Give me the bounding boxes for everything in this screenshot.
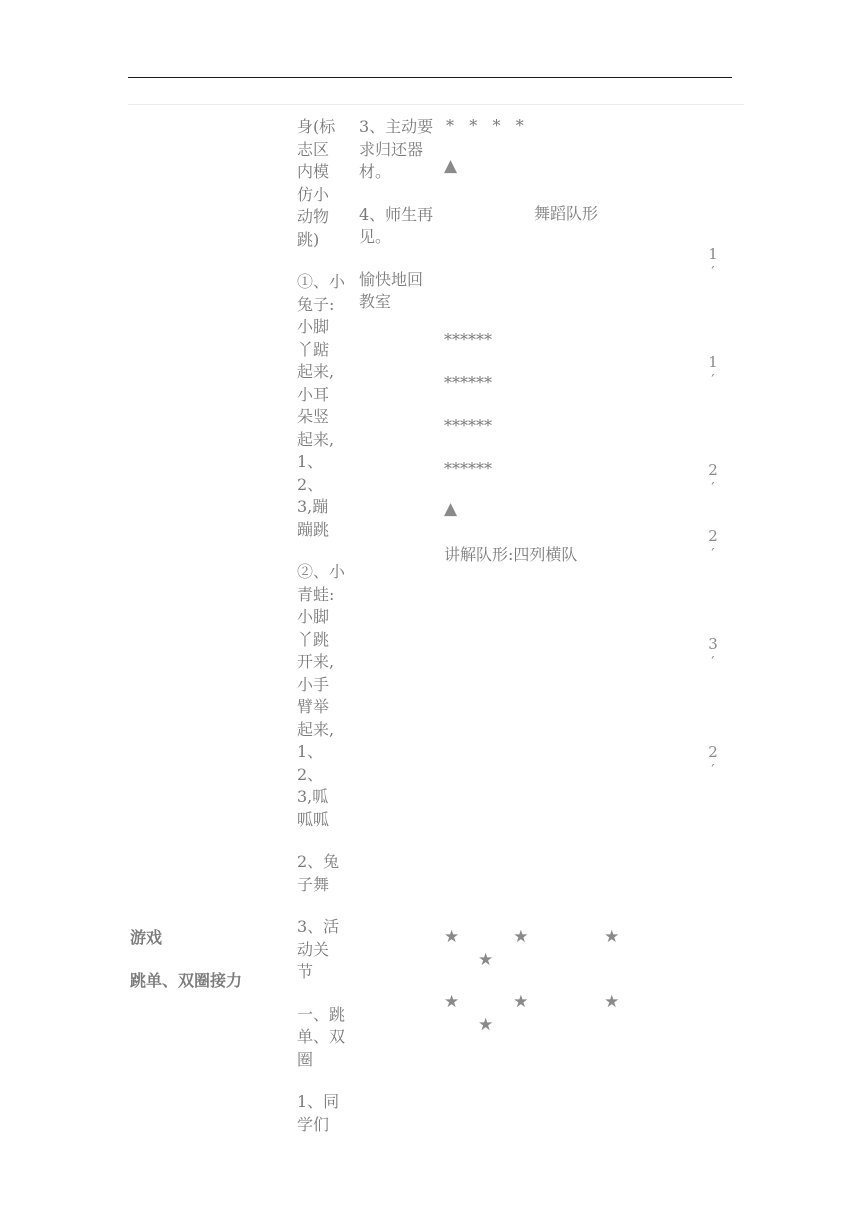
header-rule [128,77,732,78]
method-block: 愉快地回 教室 [359,269,424,311]
method-block: 4、师生再 见。 [359,204,434,246]
relay-stars-row: ★ ★ ★ [444,927,620,947]
table-top-rule [128,104,744,105]
relay-star: ★ [478,1015,494,1035]
formation-row: ****** [444,373,492,392]
time-entry: 2 ′ [708,461,718,497]
formation-row: ****** [444,459,492,478]
content-block: 3、活 动关 节 [297,917,340,981]
formation-row: ****** [444,330,492,349]
content-block: ①、小 兔子: 小脚 丫踮 起来, 小耳 朵竖 起来, 1、2、 3,蹦 蹦跳 [297,272,346,539]
relay-star: ★ [478,950,494,970]
teacher-triangle-icon: ▲ [444,156,458,176]
teacher-triangle-icon: ▲ [444,499,458,519]
time-entry: 1 ′ [708,353,718,389]
section-title-relay: 跳单、双圈接力 [130,971,243,990]
section-column [130,927,290,1013]
time-entry: 2 ′ [708,527,718,563]
section-title-game: 游戏 [130,928,163,947]
time-entry: 3 ′ [708,635,718,671]
method-column [359,116,434,334]
formation-label-explain: 讲解队形:四列横队 [444,545,578,564]
method-block: 3、主动要 求归还器 材。 [359,117,434,181]
content-column [297,116,347,1156]
content-block: 2、兔 子舞 [297,852,340,894]
formation-row-spaced: * * * * [446,116,524,135]
content-block: 1、同 学们 [297,1092,340,1134]
content-block: 一、跳 单、双 圈 [297,1004,346,1069]
time-entry: 2 ′ [708,743,718,779]
relay-stars-row: ★ ★ ★ [444,992,620,1012]
content-block: ②、小 青蛙: 小脚 丫跳 开来, 小手 臂举 起来, 1、2、 3,呱 呱呱 [297,562,346,829]
content-block: 身(标 志区 内模 仿小 动物 跳) [297,117,336,249]
formation-label-dance: 舞蹈队形 [534,204,599,223]
formation-row: ****** [444,416,492,435]
time-entry: 1 ′ [708,245,718,281]
